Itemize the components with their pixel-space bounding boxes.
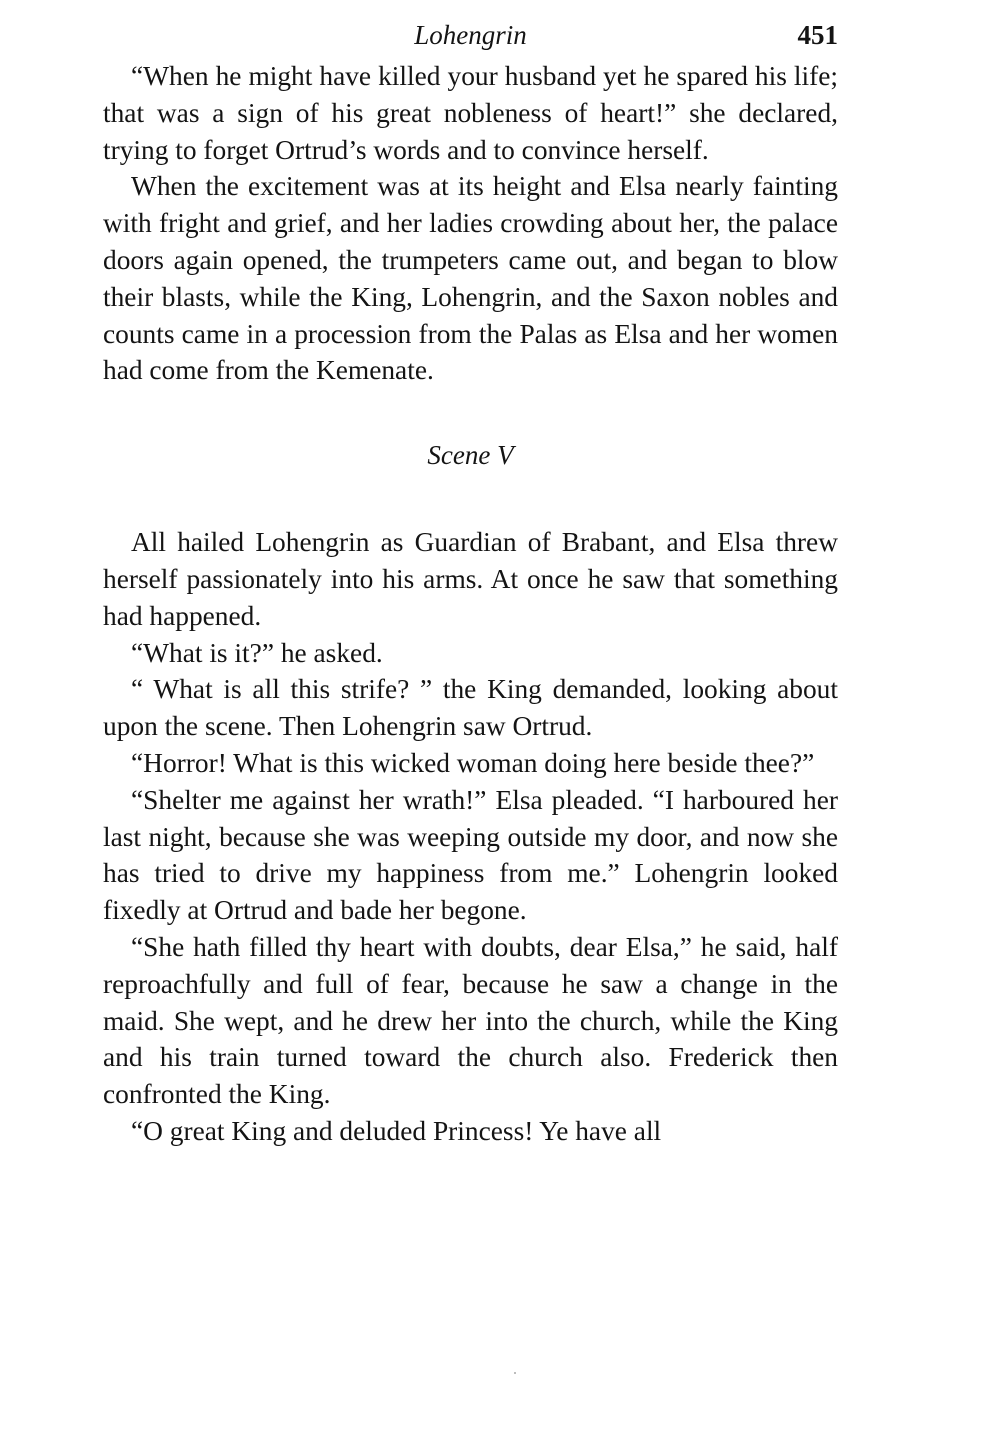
paragraph: “Shelter me against her wrath!” Elsa pleaded. “I harboured her last night, because she was weeping outside my door, and now she has tried to drive my happiness from me.” Lohengrin looked fixedly at Ortrud and bade her begone. bbox=[103, 784, 838, 926]
paragraph: “What is it?” he asked. bbox=[131, 637, 383, 668]
section-scene-v bbox=[103, 524, 838, 1150]
paragraph: “ What is all this strife? ” the King demanded, looking about upon the scene. Then Lohengrin saw Ortrud. bbox=[103, 674, 838, 742]
paragraph: “When he might have killed your husband yet he spared his life; that was a sign of his great nobleness of heart!” she declared, trying to forget Ortrud’s words and to convince herself. bbox=[103, 61, 838, 165]
scene-heading: Scene V bbox=[427, 440, 514, 471]
page-number: 451 bbox=[797, 20, 838, 50]
body-text bbox=[103, 58, 838, 1150]
running-title: Lohengrin bbox=[414, 20, 527, 50]
scan-speck bbox=[514, 1372, 516, 1374]
section-before-scene bbox=[103, 58, 838, 389]
running-header bbox=[103, 14, 838, 58]
paragraph: All hailed Lohengrin as Guardian of Brabant, and Elsa threw herself passionately into his arms. At once he saw that something had happened. bbox=[103, 527, 838, 631]
book-page bbox=[103, 14, 838, 1150]
paragraph: “Horror! What is this wicked woman doing here beside thee?” bbox=[131, 747, 815, 778]
paragraph: When the excitement was at its height and Elsa nearly fainting with fright and grief, and her ladies crowding about her, the palace doors again opened, the trumpeters came out, and began to blow their blasts, while the King, Lohengrin, and the Saxon nobles and counts came in a procession from the Palas as Elsa and her women had come from the Kemenate. bbox=[103, 171, 838, 386]
paragraph-continued: “O great King and deluded Princess! Ye have all bbox=[131, 1115, 662, 1146]
paragraph: “She hath filled thy heart with doubts, dear Elsa,” he said, half reproachfully and full of fear, because he saw a change in the maid. She wept, and he drew her into the church, while the King and his train turned toward the church also. Frederick then confronted the King. bbox=[103, 931, 838, 1110]
